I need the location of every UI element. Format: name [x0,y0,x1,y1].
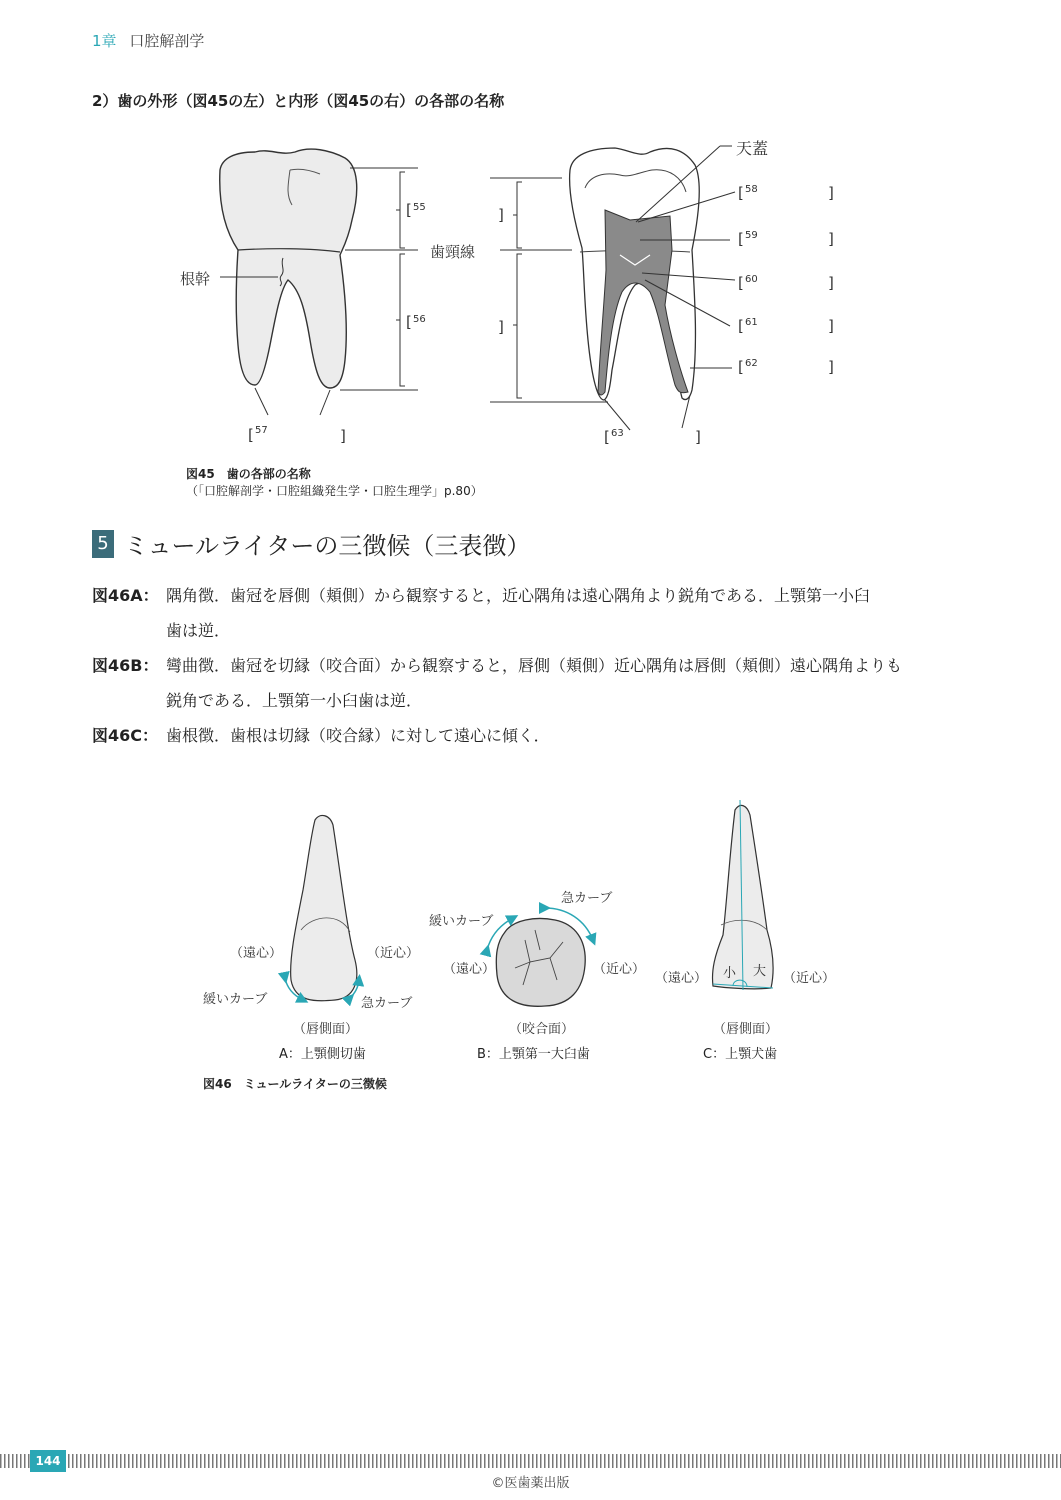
svg-text:[: [ [738,317,744,335]
blank-61-number: 61 [745,317,758,328]
external-tooth-drawing [220,149,357,388]
svg-text:]: ] [828,184,834,202]
definition-text: 隅角徴．歯冠を唇側（頬側）から観察すると，近心隅角は遠心隅角より鋭角である．上顎第一小臼 [166,586,871,605]
chapter-title: 口腔解剖学 [129,32,205,50]
a-mesial-label: （近心） [367,946,420,961]
definition-label: 図46C： [92,726,159,745]
label-root-trunk: 根幹 [180,270,211,288]
svg-text:]: ] [695,428,701,446]
section-title: ミュールライターの三徴候（三表徴） [124,532,531,560]
definition-label: 図46A： [92,586,159,605]
sub-heading: 2）歯の外形（図45の左）と内形（図45の右）の各部の名称 [92,92,505,110]
a-tooth-name: A：上顎側切歯 [279,1047,366,1062]
figure-45-source: （「口腔解剖学・口腔組織発生学・口腔生理学」p.80） [186,484,483,498]
blank-55-number: 55 [413,202,426,213]
figure-46-mulreiter-signs [195,790,855,1070]
definition-text: 歯根徴．歯根は切縁（咬合縁）に対して遠心に傾く． [166,726,550,745]
definition-text-cont: 鋭角である．上顎第一小臼歯は逆． [166,691,423,710]
label-pulp-roof: 天蓋 [736,139,769,158]
copyright: ©医歯薬出版 [491,1476,570,1491]
svg-text:[: [ [738,184,744,202]
definition-label: 図46B： [92,656,159,675]
svg-text:]: ] [498,318,504,336]
blank-60-number: 60 [745,274,758,285]
svg-text:[: [ [604,428,610,446]
figure-46-caption: 図46 ミュールライターの三徴候 [203,1077,387,1091]
svg-text:[: [ [738,358,744,376]
b-distal-label: （遠心） [443,962,496,977]
blank-63-number: 63 [611,428,624,439]
svg-text:]: ] [828,274,834,292]
svg-text:]: ] [498,206,504,224]
svg-text:[: [ [738,274,744,292]
a-view-label: （唇側面） [293,1022,359,1037]
a-sharp-curve-label: 急カーブ [361,996,413,1011]
c-mesial-label: （近心） [783,971,836,986]
c-small-angle-label: 小 [723,966,737,981]
c-view-label: （唇側面） [713,1022,779,1037]
svg-text:]: ] [828,230,834,248]
tooth-c-canine [712,800,773,990]
definition-46b [92,648,952,718]
tooth-a-lateral-incisor [285,815,359,1000]
chapter-header [92,30,204,51]
chapter-number: 1章 [92,32,117,50]
blank-56-number: 56 [413,314,426,325]
svg-text:[: [ [406,201,412,219]
c-large-angle-label: 大 [753,964,767,979]
page-number: 144 [30,1450,66,1472]
internal-tooth-drawing [570,148,700,400]
definition-46a [92,578,952,648]
b-mesial-label: （近心） [593,962,646,977]
b-tooth-name: B：上顎第一大臼歯 [477,1047,590,1062]
definition-text: 彎曲徴．歯冠を切縁（咬合面）から観察すると，唇側（頬側）近心隅角は唇側（頬側）遠心隅角よりも [166,656,903,675]
blank-59-number: 59 [745,230,758,241]
a-distal-label: （遠心） [230,946,283,961]
definition-text-cont: 歯は逆． [166,621,231,640]
blank-58-number: 58 [745,184,758,195]
svg-text:]: ] [828,358,834,376]
svg-text:[: [ [248,426,254,444]
footer-decoration [0,1454,1061,1468]
a-gentle-curve-label: 緩いカーブ [203,992,268,1007]
figure-45-caption: 図45 歯の各部の名称 [186,467,311,481]
definition-46c [92,718,952,753]
c-tooth-name: C：上顎犬歯 [703,1047,778,1062]
svg-text:]: ] [828,317,834,335]
b-sharp-curve-label: 急カーブ [561,891,613,906]
label-cervical-line: 歯頸線 [430,243,476,261]
section-5-heading [92,526,530,561]
svg-text:[: [ [738,230,744,248]
section-number-badge: 5 [92,530,114,558]
figure-45-tooth-diagram [160,130,860,460]
tooth-b-first-molar [487,908,593,1006]
b-gentle-curve-label: 緩いカーブ [429,914,494,929]
blank-62-number: 62 [745,358,758,369]
c-distal-label: （遠心） [655,971,708,986]
svg-text:]: ] [340,427,346,445]
b-view-label: （咬合面） [509,1022,575,1037]
blank-57-number: 57 [255,425,268,436]
svg-text:[: [ [406,313,412,331]
